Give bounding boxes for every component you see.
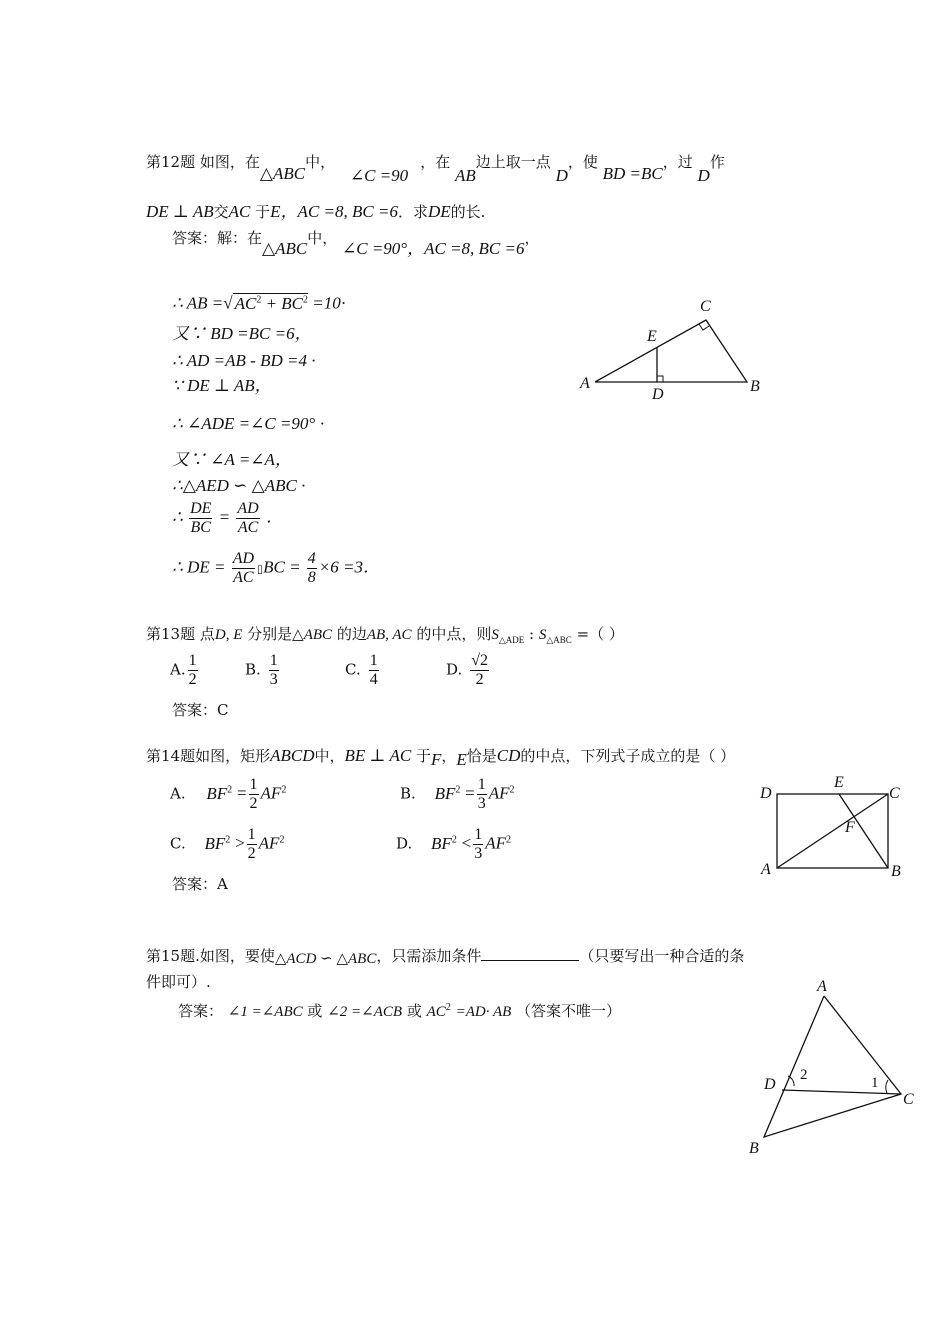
q13-option-d: D. $\frac{√2}{2}$	[446, 652, 489, 688]
q15-stem-line2: 件即可）.	[146, 973, 211, 991]
label-e: E	[647, 328, 657, 345]
q13-answer: 答案：C	[172, 701, 229, 719]
q14-option-c: C. $BF^2$ > $\frac{1}{2}$ $AF^2$	[170, 826, 285, 862]
sqrt-expression: $AC^2 + BC^2$	[234, 293, 309, 313]
q13-option-b: B. $\frac{1}{3}$	[245, 652, 278, 688]
q12-step-2: 又∵ BD =BC =6，	[172, 324, 312, 343]
q13-stem: 第13题 点D, E 分别是△ABC 的边AB, AC 的中点，则$S_{\triangle ADE}$ : $S_{\triangle ABC}$ =（ ）	[146, 625, 624, 645]
q14-option-d: D. $BF^2$ < $\frac{1}{3}$ $AF^2$	[396, 826, 511, 862]
label-f: F	[845, 819, 855, 836]
label-e: E	[834, 774, 844, 791]
fraction: $\frac{4}{8}$	[307, 550, 316, 586]
right-angle-c	[699, 324, 709, 330]
fraction: $\frac{1}{2}$	[249, 776, 258, 812]
fraction: $\frac{1}{3}$	[474, 826, 483, 862]
segment-dc	[782, 1090, 901, 1094]
fraction: $\frac{1}{4}$	[369, 652, 378, 688]
q12-step-8: ∴ $\frac{DE}{BC}$ = $\frac{AD}{AC}$ ．	[172, 500, 283, 536]
fraction: $\frac{AD}{AC}$	[232, 550, 255, 586]
label-d: D	[652, 386, 664, 402]
fraction: $\frac{AD}{AC}$	[237, 500, 259, 536]
q14-option-b: B. $BF^2$ = $\frac{1}{3}$ $AF^2$	[400, 776, 515, 812]
q14-option-a: A. $BF^2$ = $\frac{1}{2}$ $AF^2$	[170, 776, 287, 812]
label-d: D	[764, 1076, 776, 1093]
q12-answer-line: 答案：解：在△ABC中， ∠C =90°，AC =8, BC =6，	[172, 229, 540, 258]
q14-answer: 答案：A	[172, 875, 228, 893]
q15-figure	[745, 972, 925, 1164]
label-c: C	[903, 1091, 914, 1108]
q13-option-c: C. $\frac{1}{4}$	[345, 652, 378, 688]
fraction: $\frac{DE}{BC}$	[190, 500, 212, 536]
q12-step-6: 又∵ ∠A =∠A，	[172, 450, 292, 469]
q12-label: 第12题	[146, 153, 196, 171]
label-d: D	[760, 785, 772, 802]
label-angle-2: 2	[800, 1067, 808, 1083]
triangle-abc	[764, 996, 901, 1137]
right-angle-d	[657, 376, 663, 382]
q12-step-4: ∵ DE ⊥ AB，	[172, 376, 272, 395]
q14-stem: 第14题如图，矩形ABCD中，BE ⊥ AC 于F，E恰是CD的中点，下列式子成立的是（ ）	[146, 746, 736, 769]
q12-figure	[570, 292, 770, 402]
answer-blank[interactable]	[481, 946, 579, 961]
fraction: $\frac{1}{3}$	[477, 776, 486, 812]
fraction: $\frac{1}{2}$	[247, 826, 256, 862]
q12-step-7: ∴△AED ∽ △ABC ·	[172, 476, 306, 495]
q12-step-3: ∴ AD =AB - BD =4 ·	[172, 351, 316, 370]
label-c: C	[889, 785, 900, 802]
label-a: A	[761, 861, 771, 878]
q14-figure	[755, 770, 915, 882]
fraction: $\frac{1}{3}$	[269, 652, 278, 688]
fraction: $\frac{√2}{2}$	[471, 652, 489, 688]
label-c: C	[700, 298, 711, 315]
q12-step-9: ∴ DE = $\frac{AD}{AC}$ ▯BC = $\frac{4}{8}$ ×6 =3．	[172, 550, 380, 586]
label-b: B	[891, 863, 901, 880]
angle-1-arc	[886, 1080, 888, 1093]
label-b: B	[749, 1140, 759, 1157]
q12-step-1: ∴ AB =√ $AC^2 + BC^2 =10\cdot$	[172, 293, 347, 313]
diagonal-ac	[777, 794, 888, 868]
triangle-abc	[595, 320, 747, 382]
q12-line2: DE ⊥ AB交AC 于E，AC =8, BC =6．求DE的长.	[146, 202, 486, 221]
label-b: B	[750, 378, 760, 395]
q12-step-5: ∴ ∠ADE =∠C =90° ·	[172, 414, 326, 433]
q12-line1: 第12题 如图，在△ABC中， ∠C =90，在 AB边上取一点 D，使 BD =BC，过 D作	[146, 153, 725, 185]
label-a: A	[580, 375, 590, 392]
label-angle-1: 1	[871, 1075, 879, 1091]
q13-option-a: A. $\frac{1}{2}$	[170, 652, 197, 688]
q15-stem: 第15题.如图，要使△ACD ∽ △ABC，只需添加条件 （只要写出一种合适的条	[146, 947, 745, 967]
q15-answer: 答案： ∠1 =∠ABC 或 ∠2 =∠ACB 或 $AC^2 =AD\cdot$ AB （答案不唯一）	[178, 1002, 622, 1020]
fraction: $\frac{1}{2}$	[188, 652, 197, 688]
label-a: A	[817, 978, 827, 995]
